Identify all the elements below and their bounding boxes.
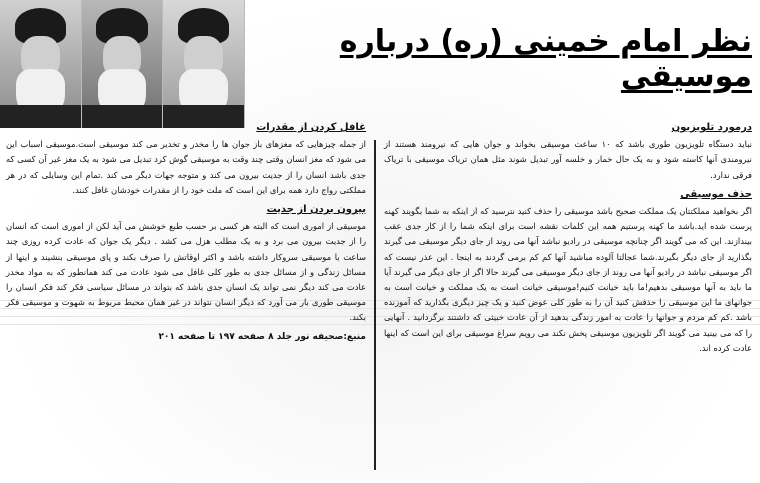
right-column: [384, 118, 752, 360]
section-text: اگر بخواهید مملکتتان یک مملکت صحیح باشد موسیقی را حذف کنید نترسید که از اینکه به شما بگویند کهنه پرست شده اید.باشد ما کهنه پرستیم همه این کلمات نقشه است برای اینکه شما را از کار جدی عقب بیندازند. این که می گویند اگر چنانچه موسیقی در رادیو نباشد آنها می روند از جای دیگر موسیقی می گیرند بگذارید از جای دیگر بگیرند.شما عجالتا آلوده مباشید آنها کم کم برمی گردند به اینجا . این عذر نیست که اگر موسیقی نباشد در رادیو آنها می روند از جای دیگر موسیقی می گیرند حالا اگر از جای دیگر می گیرند آیا ما باید به آنها موسیقی بدهیم!ما باید خیانت کنیم!موسیقی خیانت است به یک مملکت و خیانت است به جوانهای ما این موسیقی را حذفش کنید آن را به طور کلی عوض کنید و یک چیز دیگری بگذارید که آموزنده باشد .کم کم مردم و جوانها را عادت به امور زندگی بدهید از آن عادت خبیثی که داشتند برگردانید . آنهایی را که می بینید می گویند اگر تلویزیون موسیقی پخش نکند می رویم سراغ موسیقی برای این است که اینها عادت کرده اند.: [384, 206, 752, 353]
section-heading: درمورد تلویزیون: [671, 122, 752, 133]
section-heading: بیرون بردن از جدیت: [266, 204, 366, 216]
source-citation: منبع:صحیفه نور جلد ۸ صفحه ۱۹۷ تا صفحه ۲۰۱: [158, 331, 366, 342]
section-text: از جمله چیزهایی که مغزهای باز جوان ها را مخدر و تخدیر می کند موسیقی است.موسیقی اسباب این می شود که مغز انسان وقتی چند وقت به موسیقی گوش کرد تبدیل می شود به یک مغز غیر آن کسی که جدی باشد انسان را از جدیت بیرون می کند و متوجه جهات دیگر می کند .تمام این وسایلی که در هر مملکتی رواج دارد همه برای این است که ملت خود را از مقدرات خودشان غافل کنند.: [6, 139, 366, 195]
section-text: موسیقی از اموری است که البته هر کسی بر حسب طبع خوشش می آید لکن از اموری است که انسان را از جدیت بیرون می برد و به یک مطلب هزل می کشد . دیگر یک جوان که عادت کرده روزی چند ساعت با موسیقی سروکار داشته باشد و اکثر اوقاتش را صرف بکند و پای موسیقی بنشیند و اینها از مسائل زندگی و از مسائل جدی به طور کلی غافل می شود عادت می کند همانطور که به مواد مخدر عادت می کند دیگر نمی تواند یک انسان جدی باشد که بتواند در مسائل سیاسی فکر کند فکر انسان را موسیقی طوری بار می آورد که دیگر انسان نتواند در غیر همان محیط مربوط به شهوت و موسیقی فکر بکند.: [6, 221, 366, 323]
left-column: [6, 118, 366, 345]
column-divider: [374, 140, 376, 470]
portrait-strip: [0, 0, 245, 128]
portrait-photo: [163, 0, 245, 128]
section-heading: غافل کردن از مقدرات: [256, 122, 366, 133]
section-heading: حذف موسیقی: [680, 188, 752, 200]
page-title: نظر امام خمینی (ره) درباره موسیقی: [339, 24, 752, 94]
portrait-photo: [0, 0, 82, 128]
portrait-photo: [82, 0, 164, 128]
section-text: نباید دستگاه تلویزیون طوری باشد که ۱۰ ساعت موسیقی بخواند و جوان هایی که نیرومند هستند از نیرومندی آنها کاسته شود و به یک حال خمار و خلسه آور تبدیل شوند مثل همان تریاک موسیقی با تریاک فرقی ندارد.: [384, 139, 752, 180]
